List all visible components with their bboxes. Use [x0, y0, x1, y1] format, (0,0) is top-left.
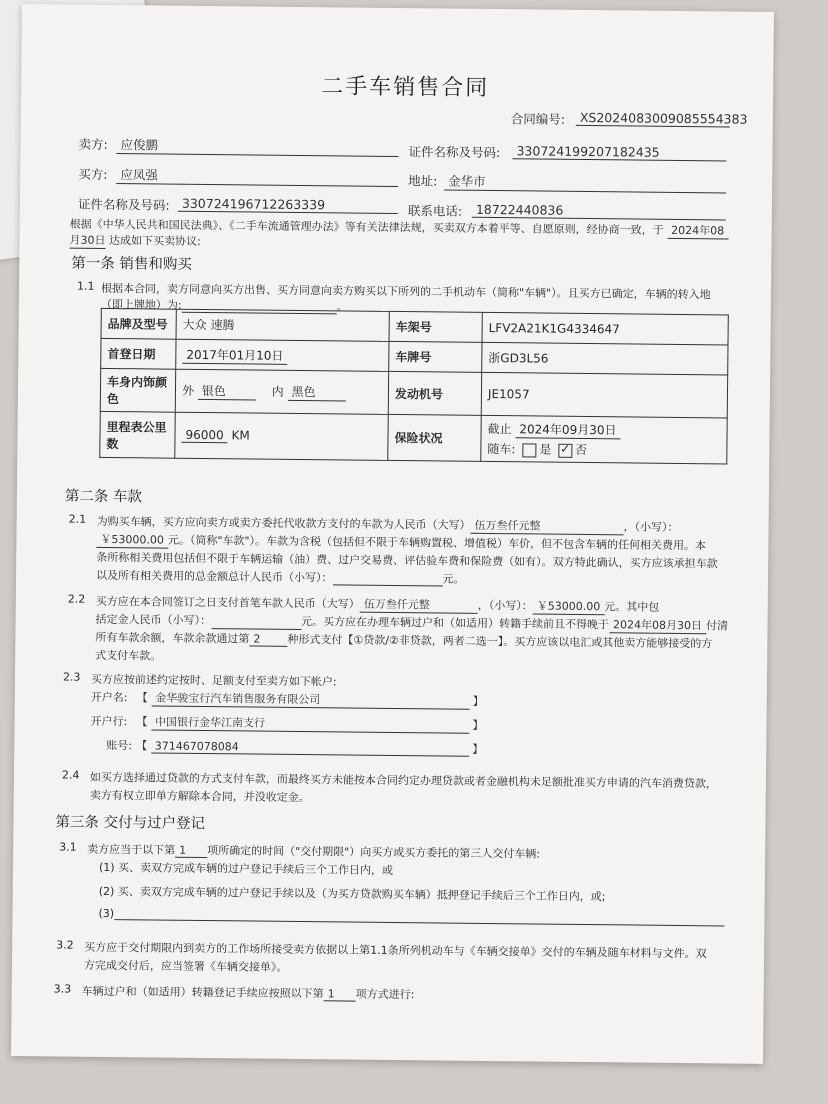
preamble-date-a: 2024年08	[667, 222, 728, 240]
vin-value: LFV2A21K1G4334647	[482, 312, 728, 345]
seller-id-label: 证件名称及号码:	[408, 144, 501, 161]
clause-3-3-item: 1	[324, 987, 356, 1001]
clause-2-2-number: 2.2	[67, 592, 86, 606]
clause-3-1-text-b: 项所确定的时间（"交付期限"）向买方或买方委托的第三人交付车辆:	[207, 844, 541, 861]
contract-no-label: 合同编号:	[510, 111, 566, 127]
section-2-heading: 第二条 车款	[64, 488, 143, 506]
seller-id-value: 330724199207182435	[512, 143, 726, 161]
clause-3-1-option-3	[98, 907, 724, 927]
clause-3-1-number: 3.1	[59, 840, 77, 854]
account-no-label: 账号:	[106, 738, 133, 753]
clause-3-2-line-2: 方完成交付后，应当签署《车辆交接单》。	[83, 958, 288, 974]
clause-3-1-option-3-label: (3)	[98, 906, 115, 921]
contract-no-value: XS2024083009085554383	[576, 110, 730, 128]
clause-3-3-text-a: 车辆过户和（如适用）转籍登记手续应按照以下第	[81, 984, 324, 1001]
phone-value: 18722440836	[472, 202, 726, 221]
engine-value: JE1057	[481, 372, 727, 418]
seller-label: 卖方:	[78, 136, 108, 152]
document-title: 二手车销售合同	[321, 74, 490, 101]
account-name-row: 【 金华骏宝行汽车销售服务有限公司 】	[136, 691, 484, 708]
reg-date-value: 2017年01月10日	[182, 345, 287, 364]
with-car-label: 随车:	[487, 441, 516, 457]
clause-2-1-text-d: 以及所有相关费用的总金额总计人民币（小写）：	[95, 568, 333, 585]
exterior-prefix: 外	[181, 383, 195, 398]
insurance-date-line	[488, 420, 721, 440]
preamble-line-2	[69, 232, 200, 250]
yes-checkbox[interactable]	[522, 443, 536, 457]
account-no-value: 371467078084	[151, 739, 469, 756]
clause-1-1-label: （即上牌地）为:	[100, 297, 182, 312]
section-1-heading: 第一条 销售和购买	[71, 255, 192, 273]
clause-2-4-line-2: 卖方有权立即单方解除本合同，并没收定金。	[89, 788, 310, 805]
color-label: 车身内饰颜色	[100, 368, 175, 412]
insurance-label: 保险状况	[388, 414, 481, 461]
table-row	[100, 411, 727, 464]
reg-date-label: 首登日期	[101, 338, 176, 369]
with-car-line	[487, 440, 720, 459]
clause-2-1-text-e: 元。	[442, 572, 465, 586]
plate-value: 浙GD3L56	[482, 342, 728, 375]
clause-2-4-line-1: 如买方选择通过贷款的方式支付车款，而最终买方未能按本合同约定办理贷款或者金融机构未足额批准买方申请的汽车消费贷款，	[89, 770, 717, 791]
reg-date-cell	[176, 339, 389, 371]
clause-2-2-small-label: ，（小写）：	[477, 598, 533, 613]
buyer-id-value: 330724196712263339	[178, 196, 398, 214]
bank-label: 开户行:	[90, 714, 128, 729]
clause-2-1-line-3: 条所称相关费用包括但不限于车辆运输（油）费、过户交易费、评估验车费和保险费（如有）。双方特此确认，买方应该承担车款	[96, 550, 718, 571]
clause-2-2-text-c: 括定金人民币（小写）：	[95, 612, 212, 628]
bank-row: 【 中国银行金华江南支行 】	[136, 715, 484, 732]
account-name-label: 开户名:	[90, 690, 128, 705]
clause-2-1-text-b: 元。（简称"车款"）。车款为含税（包括但不限于车辆购置税、增值税）车价，但不包含车辆的任何相关费用。本	[167, 533, 707, 553]
vehicle-table	[99, 308, 729, 465]
yes-label: 是	[539, 442, 552, 457]
clause-2-1-amount-upper: 伍万叁仟元整	[470, 517, 623, 536]
clause-3-3-number: 3.3	[53, 982, 72, 996]
odometer-value: 96000	[181, 428, 227, 443]
exterior-color: 银色	[198, 382, 256, 401]
section-3-heading: 第三条 交付与过户登记	[55, 814, 206, 833]
buyer-name: 应凤强	[116, 165, 398, 187]
table-row	[100, 368, 727, 418]
clause-1-1-number: 1.1	[77, 279, 95, 293]
option-3-blank	[114, 919, 724, 926]
buyer-label: 买方:	[78, 166, 108, 182]
insurance-date: 2024年09月30日	[515, 420, 620, 439]
seller-name: 应俊鹏	[116, 135, 398, 157]
preamble-part-2: 达成如下买卖协议:	[108, 233, 201, 248]
clause-2-2-text-g: 种形式支付【①贷款/②非贷款，两者二选一】。买方应该以电汇或其他卖方能够接受的方	[287, 632, 713, 651]
clause-2-1-number: 2.1	[68, 512, 87, 526]
clause-3-1-line-1	[87, 841, 540, 862]
brand-label: 品牌及型号	[101, 308, 176, 339]
clause-2-2-amount-small: ￥53000.00	[533, 597, 605, 615]
address-value: 金华市	[444, 171, 726, 193]
clause-3-3-text-b: 项方式进行:	[355, 987, 415, 1002]
clause-3-1-item: 1	[175, 844, 207, 858]
clause-2-2-amount-upper: 伍万叁仟元整	[360, 596, 478, 614]
insurance-cell	[481, 415, 727, 464]
odometer-unit: KM	[231, 428, 250, 443]
insurance-prefix: 截止	[487, 421, 512, 437]
clause-2-1-line-4	[96, 567, 465, 587]
clause-2-3-text: 买方应按前述约定按时、足额支付至卖方如下帐户:	[90, 672, 337, 689]
clause-1-1-text-a: 根据本合同，卖方同意向买方出售、买方同意向卖方购买以下所列的二手机动车（简称"车辆"）。且买方已确定，车辆的转入地	[100, 281, 711, 302]
plate-label: 车牌号	[389, 341, 482, 372]
no-label: 否	[575, 442, 588, 458]
clause-2-1-amount-small: ￥53000.00	[96, 531, 168, 549]
color-cell	[175, 369, 388, 414]
clause-2-2-date: 2024年08月30日	[609, 616, 706, 634]
clause-2-1-small-label: ，（小写）：	[623, 520, 679, 534]
clause-2-2-text-a: 买方应在本合同签订之日支付首笔车款人民币（大写）	[95, 594, 360, 611]
clause-3-2-line-1: 买方应于交付期限内到卖方的工作场所接受卖方依据以上第1.1条所列机动车与《车辆交接单》交付的车辆及随车材料与文件。双	[84, 940, 707, 961]
clause-2-2-text-d: 元。买方应在办理车辆过户和（如适用）转籍手续前且不得晚于	[301, 615, 610, 632]
preamble-part-1: 根据《中华人民共和国民法典》、《二手车流通管理办法》等有关法律法规，买卖双方本着平等、自愿原则，经协商一致，于	[69, 217, 664, 237]
clause-3-1-option-1: (1) 买、卖双方完成车辆的过户登记手续后三个工作日内，或	[98, 860, 394, 877]
contract-page	[11, 4, 774, 1064]
account-name-value: 金华骏宝行汽车销售服务有限公司	[151, 689, 469, 709]
clause-2-2-text-e: 付清	[705, 619, 729, 633]
vin-label: 车架号	[389, 311, 482, 342]
total-amount-blank	[332, 584, 442, 586]
clause-1-1-text-b: （即上牌地）为: 。	[100, 297, 348, 314]
odometer-label: 里程表公里数	[100, 411, 175, 458]
clause-3-1-option-2: (2) 买、卖双方完成车辆的过户登记手续以及（为买方贷款购买车辆）抵押登记手续后三个工作日内，或;	[98, 884, 606, 904]
clause-2-2-line-4: 式支付车款。	[95, 648, 162, 663]
odometer-cell	[175, 412, 388, 460]
clause-2-1-text-a: 为购买车辆，买方应向卖方或卖方委托代收款方支付的车款为人民币（大写）	[96, 514, 471, 532]
bank-value: 中国银行金华江南支行	[151, 713, 469, 733]
clause-3-2-number: 3.2	[56, 938, 74, 952]
no-checkbox[interactable]	[558, 443, 572, 457]
clause-2-2-text-b: 元。其中包	[604, 600, 660, 614]
account-no-row: 【 371467078084 】	[136, 739, 484, 756]
clause-3-1-text-a: 卖方应当于以下第	[87, 842, 176, 857]
preamble-date-b: 月30日	[69, 233, 106, 247]
clause-2-4-number: 2.4	[61, 768, 80, 782]
clause-3-3-line-1	[82, 983, 415, 1002]
clause-2-2-text-f: 所有车款余额，车款余款通过第	[95, 630, 250, 646]
phone-label: 联系电话:	[407, 203, 463, 219]
clause-2-2-method: 2	[249, 632, 287, 646]
address-label: 地址:	[408, 173, 438, 189]
clause-2-3-number: 2.3	[62, 670, 81, 684]
interior-prefix: 内	[271, 384, 284, 399]
engine-label: 发动机号	[388, 371, 481, 415]
brand-value: 大众 速腾	[176, 309, 389, 341]
interior-color: 黑色	[287, 383, 345, 402]
buyer-id-label: 证件名称及号码:	[77, 196, 170, 213]
